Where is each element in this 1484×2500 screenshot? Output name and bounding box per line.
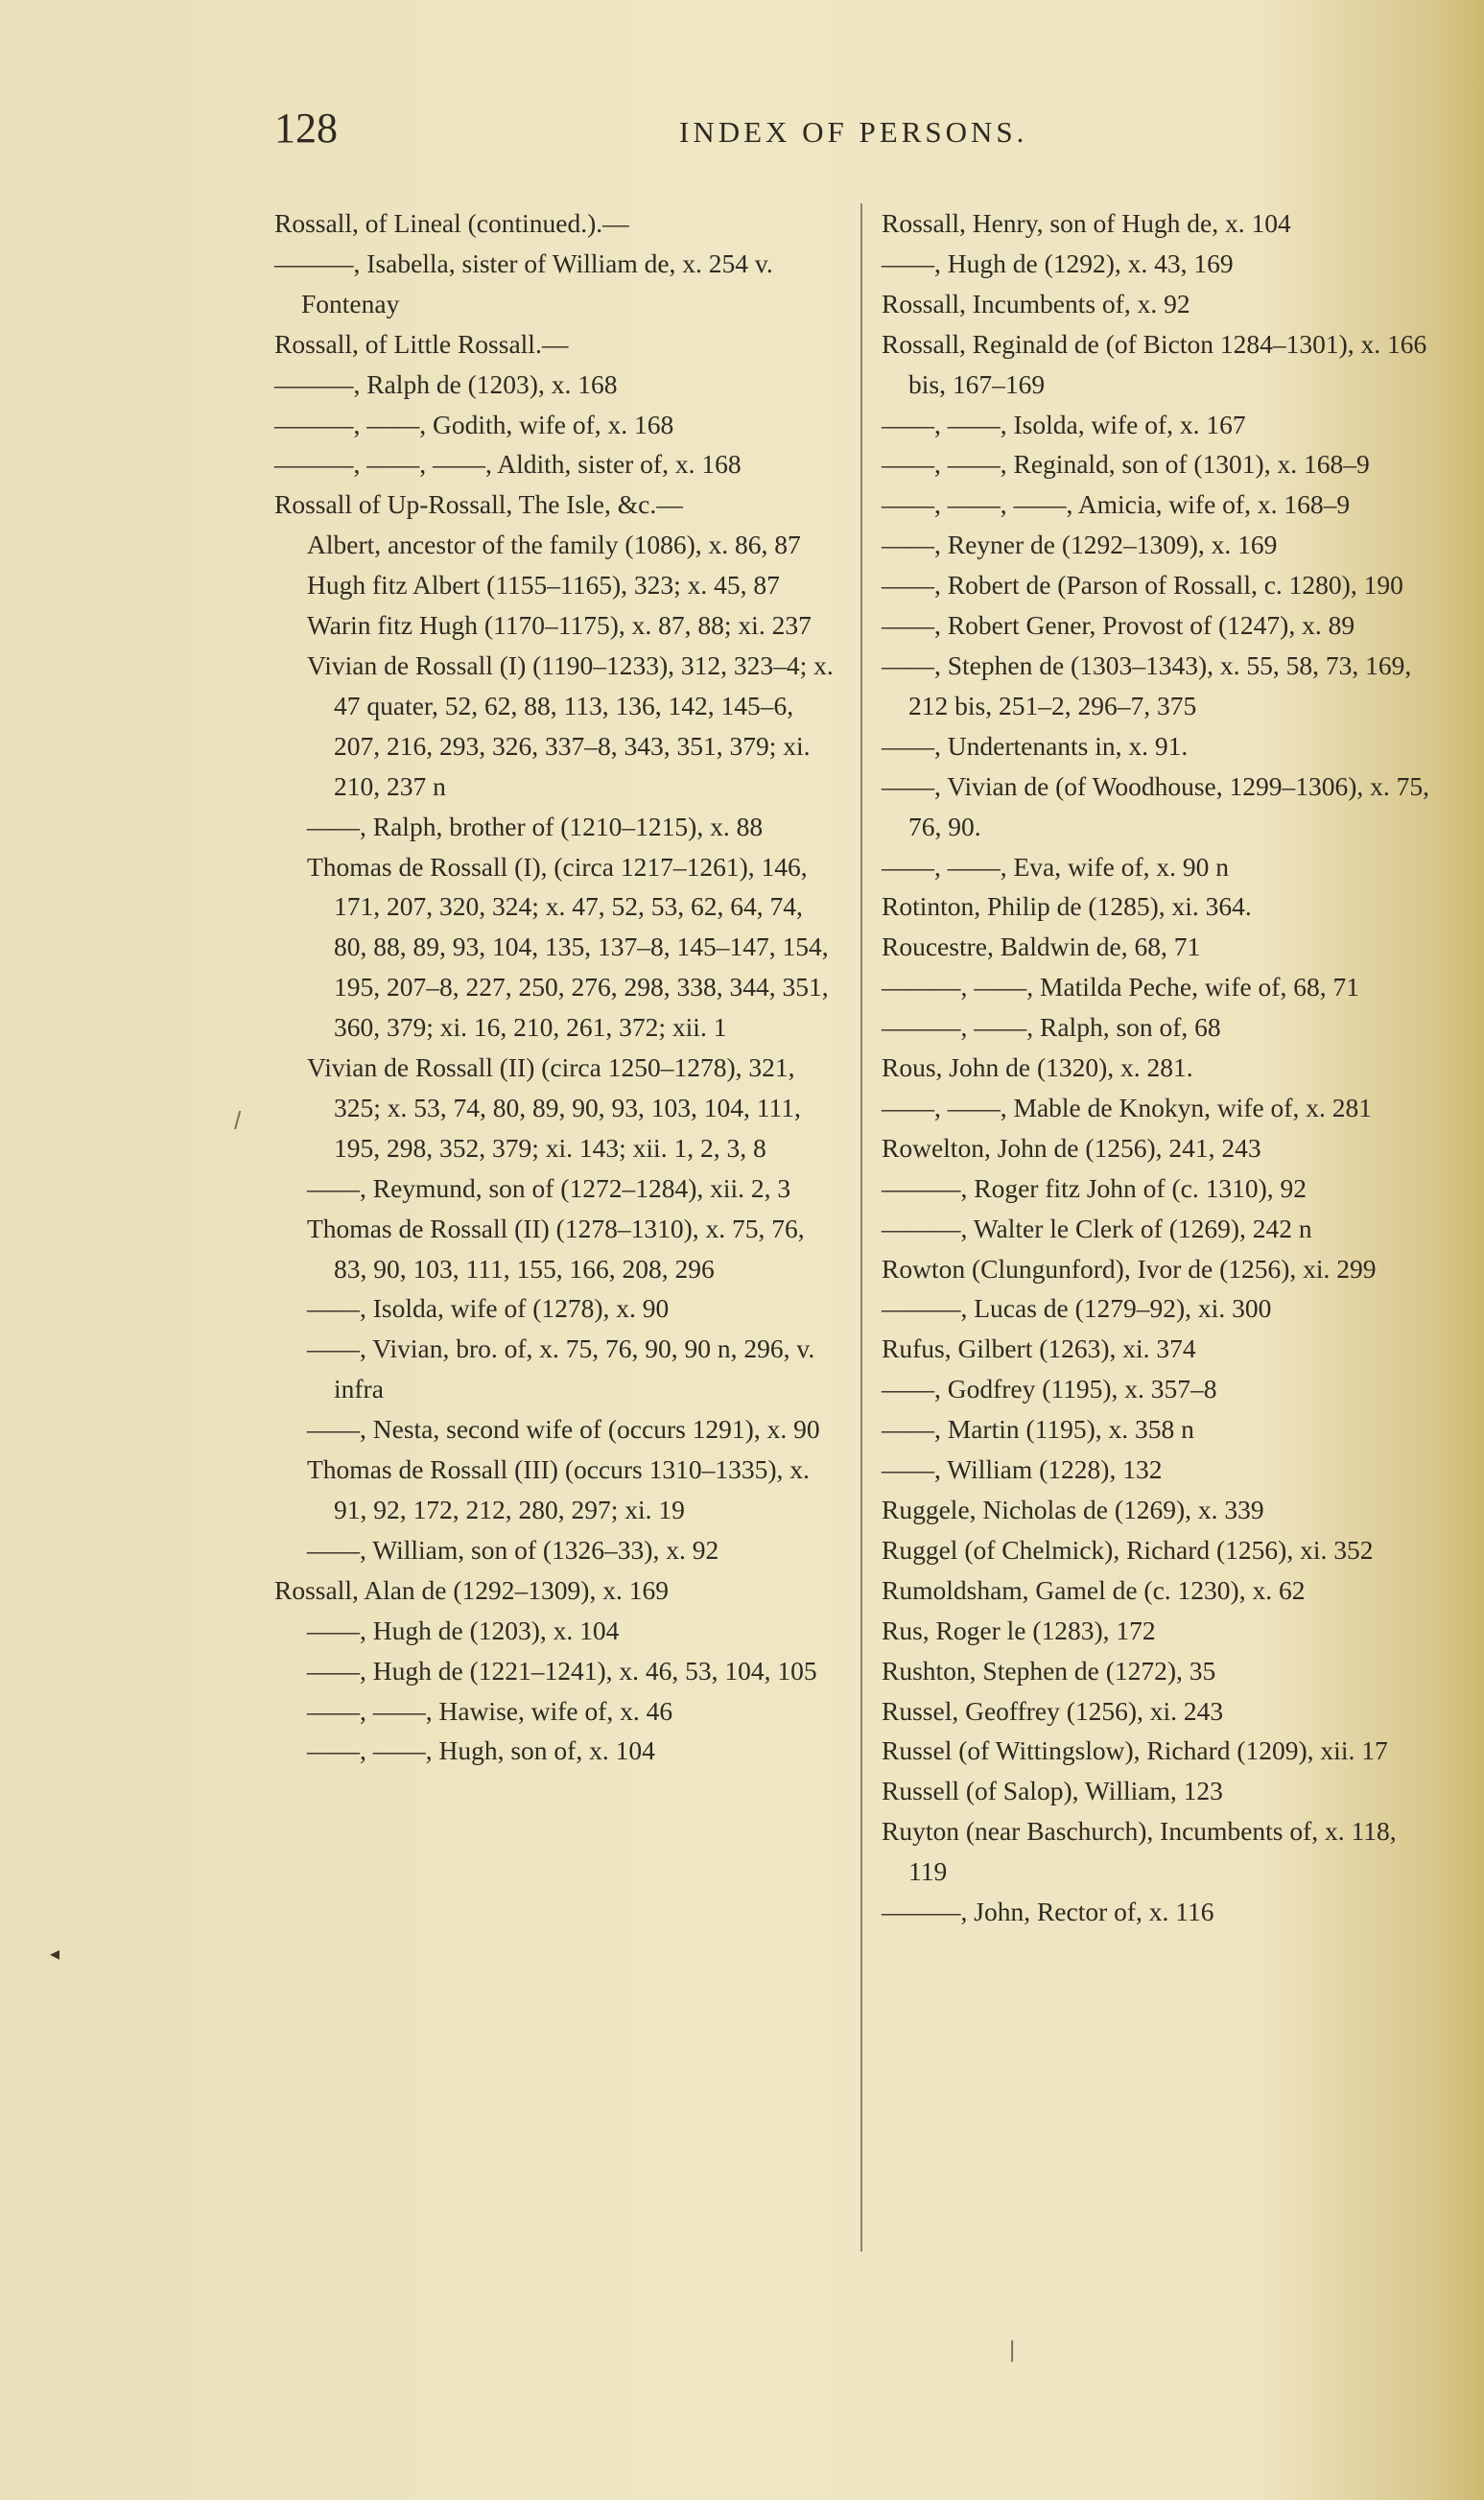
index-entry: ———, Roger fitz John of (c. 1310), 92 — [882, 1172, 1307, 1203]
index-entry: ——, Vivian de (of Woodhouse, 1299–1306), x. 75, 76, 90. — [882, 770, 1436, 841]
index-entry: Thomas de Rossall (I), (circa 1217–1261), 146, 171, 207, 320, 324; x. 47, 52, 53, 62, 64, 74, 80, 88, 89, 93, 104, 135, 137–8, 145–147, 154, 195, 207–8, 227, 250, 276, 298, 338, 344, 351, 360, 379; xi. 16, 210, 261, 372; xii. 1 — [307, 851, 836, 1043]
index-entry: ———, Ralph de (1203), x. 168 — [274, 368, 618, 399]
index-entry: ——, Reymund, son of (1272–1284), xii. 2, 3 — [307, 1172, 791, 1203]
margin-arrow-icon: ◂ — [50, 1944, 60, 1965]
index-entry: Rus, Roger le (1283), 172 — [882, 1615, 1156, 1645]
index-entry: Vivian de Rossall (II) (circa 1250–1278), 321, 325; x. 53, 74, 80, 89, 90, 93, 103, 104, 111, 195, 298, 352, 379; xi. 143; xii. 1, 2, 3, 8 — [307, 1052, 808, 1163]
index-entry: Rossall, Alan de (1292–1309), x. 169 — [274, 1574, 669, 1605]
index-entry: ———, ——, Ralph, son of, 68 — [882, 1012, 1221, 1043]
index-entry: ——, Ralph, brother of (1210–1215), x. 88 — [307, 811, 764, 841]
index-entry: ——, Hugh de (1292), x. 43, 169 — [882, 248, 1234, 278]
page-header — [0, 104, 1484, 161]
index-entry: Rossall of Up-Rossall, The Isle, &c.— — [274, 489, 683, 520]
index-entry: ——, Martin (1195), x. 358 n — [882, 1414, 1194, 1445]
index-entry: Rufus, Gilbert (1263), xi. 374 — [882, 1333, 1196, 1364]
index-entry: ——, Robert Gener, Provost of (1247), x. 89 — [882, 610, 1355, 641]
index-entry: ——, Stephen de (1303–1343), x. 55, 58, 73, 169, 212 bis, 251–2, 296–7, 375 — [882, 649, 1419, 720]
index-entry: ——, Vivian, bro. of, x. 75, 76, 90, 90 n, 296, v. infra — [307, 1333, 822, 1404]
index-entry: Russel (of Wittingslow), Richard (1209), xii. 17 — [882, 1735, 1388, 1766]
index-entry: ———, Walter le Clerk of (1269), 242 n — [882, 1213, 1312, 1243]
index-entry: Albert, ancestor of the family (1086), x. 86, 87 — [307, 530, 801, 560]
index-entry: Rushton, Stephen de (1272), 35 — [882, 1655, 1216, 1686]
index-entry: Russel, Geoffrey (1256), xi. 243 — [882, 1695, 1224, 1726]
index-entry: ——, Hugh de (1221–1241), x. 46, 53, 104, 105 — [307, 1655, 817, 1686]
index-entry: Ruggel (of Chelmick), Richard (1256), xi. 352 — [882, 1534, 1374, 1565]
index-entry: ——, Reyner de (1292–1309), x. 169 — [882, 530, 1278, 560]
index-entry: ———, ——, ——, Aldith, sister of, x. 168 — [274, 449, 742, 480]
index-entry: ———, John, Rector of, x. 116 — [882, 1897, 1214, 1927]
index-column-left — [274, 203, 842, 1771]
index-entry: Rowton (Clungunford), Ivor de (1256), xi. 299 — [882, 1253, 1377, 1284]
index-entry: Thomas de Rossall (II) (1278–1310), x. 75, 76, 83, 90, 103, 111, 155, 166, 208, 296 — [307, 1213, 812, 1284]
index-entry: ——, Isolda, wife of (1278), x. 90 — [307, 1293, 670, 1324]
index-entry: ———, Lucas de (1279–92), xi. 300 — [882, 1293, 1272, 1324]
index-entry: ——, Hugh de (1203), x. 104 — [307, 1615, 620, 1645]
index-entry: Rossall, of Little Rossall.— — [274, 328, 569, 359]
index-entry: Rumoldsham, Gamel de (c. 1230), x. 62 — [882, 1574, 1306, 1605]
index-entry: ——, Nesta, second wife of (occurs 1291), x. 90 — [307, 1414, 820, 1445]
index-entry: ———, ——, Godith, wife of, x. 168 — [274, 409, 674, 439]
index-entry: Thomas de Rossall (III) (occurs 1310–1335), x. 91, 92, 172, 212, 280, 297; xi. 19 — [307, 1454, 816, 1524]
index-entry: Rossall, Reginald de (of Bicton 1284–1301), x. 166 bis, 167–169 — [882, 328, 1434, 399]
index-entry: Ruggele, Nicholas de (1269), x. 339 — [882, 1495, 1264, 1524]
index-entry: ——, ——, Isolda, wife of, x. 167 — [882, 409, 1246, 439]
index-entry: ——, ——, Reginald, son of (1301), x. 168–9 — [882, 449, 1370, 480]
index-entry: ——, William (1228), 132 — [882, 1454, 1163, 1485]
index-entry: Warin fitz Hugh (1170–1175), x. 87, 88; xi. 237 — [307, 610, 812, 641]
index-entry: ———, Isabella, sister of William de, x. 254 v. Fontenay — [274, 248, 780, 318]
index-entry: Vivian de Rossall (I) (1190–1233), 312, 323–4; x. 47 quater, 52, 62, 88, 113, 136, 142, 145–6, 207, 216, 293, 326, 337–8, 343, 351, 379; xi. 210, 237 n — [307, 649, 840, 801]
index-entry: ——, ——, ——, Amicia, wife of, x. 168–9 — [882, 489, 1351, 520]
index-entry: Rous, John de (1320), x. 281. — [882, 1052, 1193, 1083]
page-number: 128 — [274, 105, 338, 152]
index-entry: ——, Robert de (Parson of Rossall, c. 1280), 190 — [882, 570, 1403, 601]
index-column-right — [882, 203, 1436, 1932]
index-entry: Rowelton, John de (1256), 241, 243 — [882, 1132, 1261, 1163]
index-entry: Rossall, of Lineal (continued.).— — [274, 208, 629, 238]
index-entry: ——, ——, Hugh, son of, x. 104 — [307, 1735, 655, 1766]
index-entry: ——, William, son of (1326–33), x. 92 — [307, 1534, 719, 1565]
index-entry: Russell (of Salop), William, 123 — [882, 1776, 1223, 1806]
index-entry: ——, Godfrey (1195), x. 357–8 — [882, 1374, 1217, 1404]
index-entry: ——, ——, Eva, wife of, x. 90 n — [882, 851, 1230, 882]
index-entry: ———, ——, Matilda Peche, wife of, 68, 71 — [882, 972, 1359, 1002]
page-title: INDEX OF PERSONS. — [679, 115, 1028, 149]
margin-mark: / — [234, 1106, 242, 1135]
index-entry: Roucestre, Baldwin de, 68, 71 — [882, 932, 1201, 962]
margin-mark: | — [1009, 2337, 1016, 2363]
index-entry: Rossall, Incumbents of, x. 92 — [882, 288, 1190, 318]
index-entry: Rossall, Henry, son of Hugh de, x. 104 — [882, 208, 1291, 238]
index-entry: Hugh fitz Albert (1155–1165), 323; x. 45, 87 — [307, 570, 780, 601]
index-entry: ——, ——, Hawise, wife of, x. 46 — [307, 1695, 673, 1726]
column-divider — [860, 203, 862, 2252]
index-entry: ——, ——, Mable de Knokyn, wife of, x. 281 — [882, 1092, 1372, 1122]
index-entry: Rotinton, Philip de (1285), xi. 364. — [882, 891, 1252, 922]
index-entry: ——, Undertenants in, x. 91. — [882, 730, 1189, 761]
index-entry: Ruyton (near Baschurch), Incumbents of, x. 118, 119 — [882, 1816, 1403, 1887]
